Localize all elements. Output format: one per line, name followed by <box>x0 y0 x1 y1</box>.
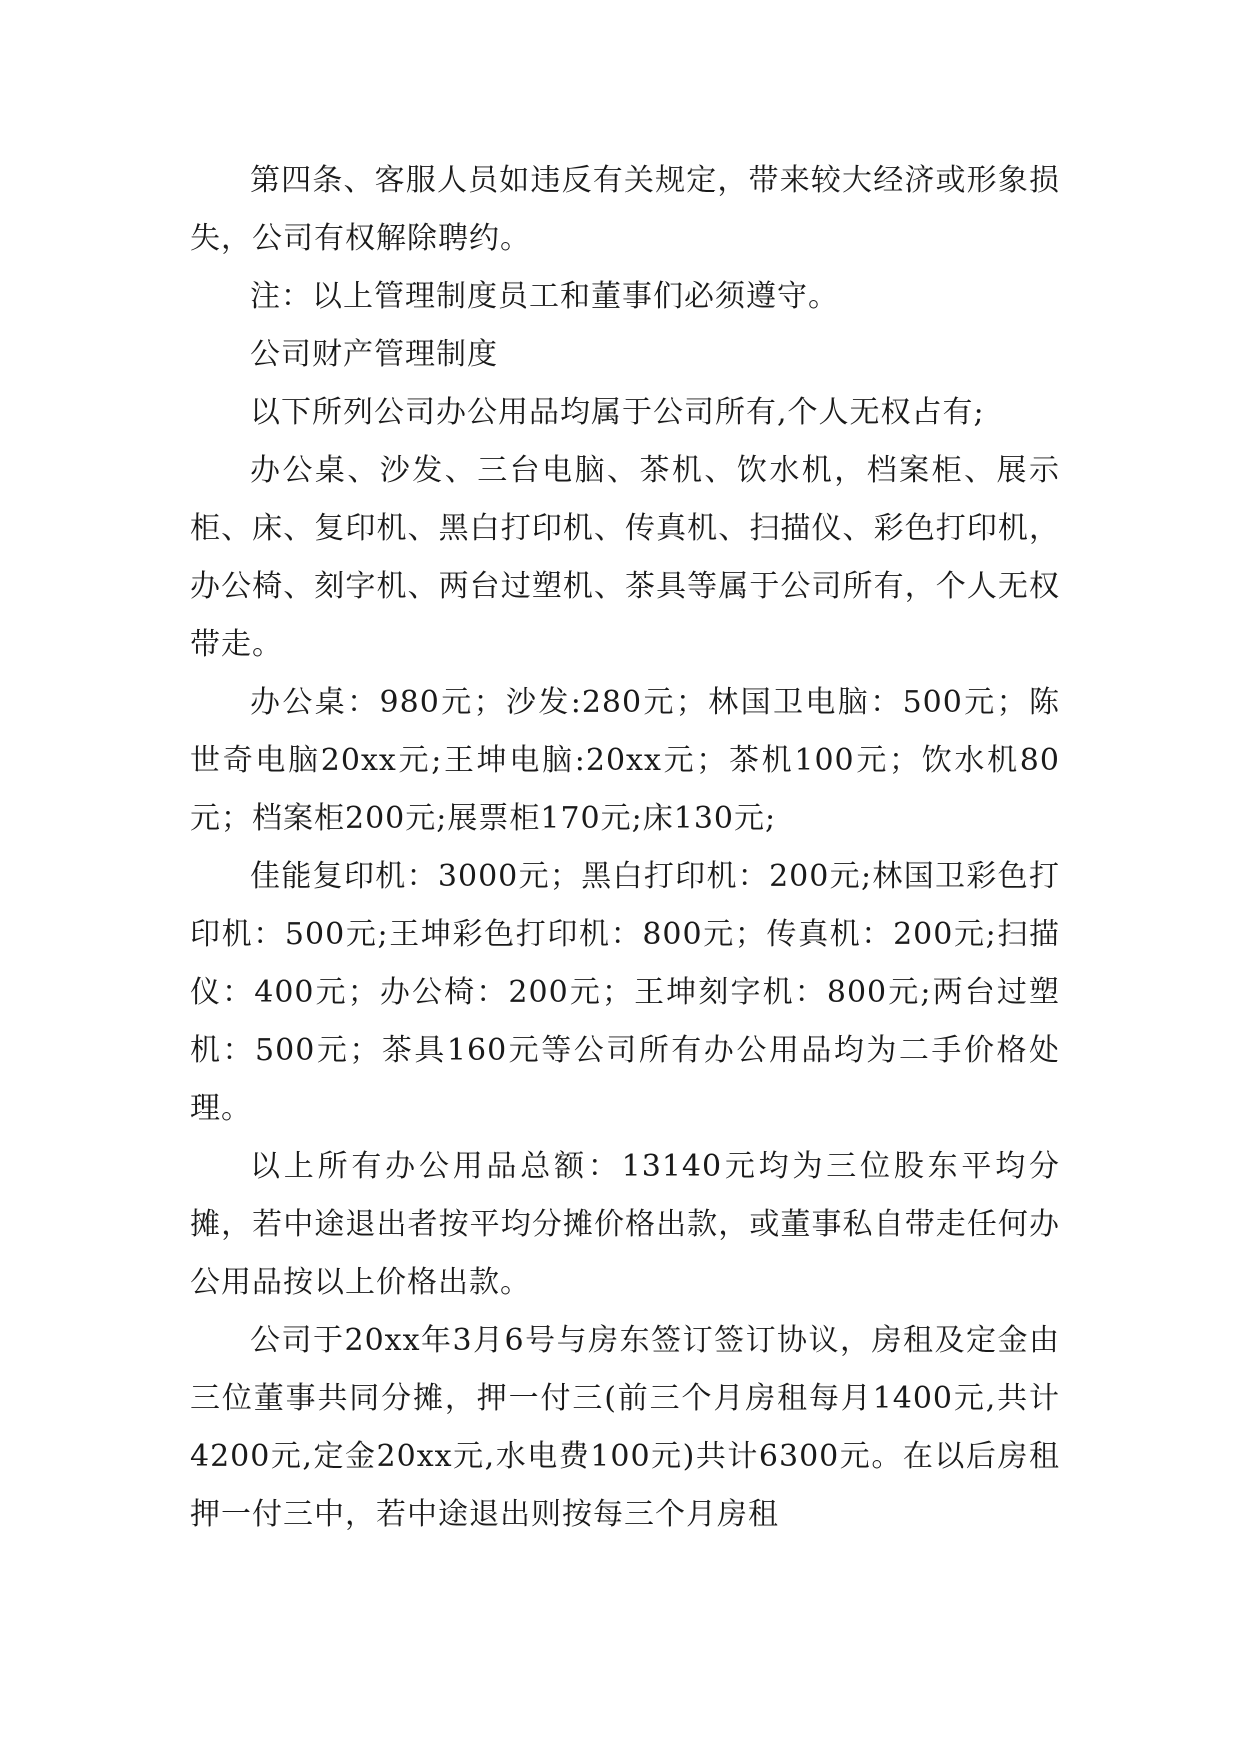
paragraph-item-prices-2: 佳能复印机：3000元；黑白打印机：200元;林国卫彩色打印机：500元;王坤彩色打印机：800元；传真机：200元;扫描仪：400元；办公椅：200元；王坤刻字机：800元;两台过塑机：500元；茶具160元等公司所有办公用品均为二手价格处理。 <box>190 859 1060 1126</box>
section-heading-property-management: 公司财产管理制度 <box>250 337 498 372</box>
paragraph-item-prices-1: 办公桌：980元；沙发:280元；林国卫电脑：500元；陈世奇电脑20xx元;王坤电脑:20xx元；茶机100元；饮水机80元；档案柜200元;展票柜170元;床130元; <box>190 685 1060 836</box>
paragraph-total-amount: 以上所有办公用品总额：13140元均为三位股东平均分摊，若中途退出者按平均分摊价格出款，或董事私自带走任何办公用品按以上价格出款。 <box>190 1149 1060 1300</box>
paragraph-note: 注：以上管理制度员工和董事们必须遵守。 <box>250 279 839 314</box>
paragraph-ownership-statement: 以下所列公司办公用品均属于公司所有,个人无权占有; <box>250 395 985 430</box>
paragraph-article-four: 第四条、客服人员如违反有关规定，带来较大经济或形象损失，公司有权解除聘约。 <box>190 163 1060 256</box>
paragraph-rent-agreement: 公司于20xx年3月6号与房东签订签订协议，房租及定金由三位董事共同分摊，押一付三(前三个月房租每月1400元,共计4200元,定金20xx元,水电费100元)共计6300元。在以后房租押一付三中，若中途退出则按每三个月房租 <box>190 1323 1060 1532</box>
paragraph-items-list: 办公桌、沙发、三台电脑、茶机、饮水机，档案柜、展示柜、床、复印机、黑白打印机、传真机、扫描仪、彩色打印机，办公椅、刻字机、两台过塑机、茶具等属于公司所有，个人无权带走。 <box>190 453 1060 662</box>
document-body <box>190 152 1060 1544</box>
